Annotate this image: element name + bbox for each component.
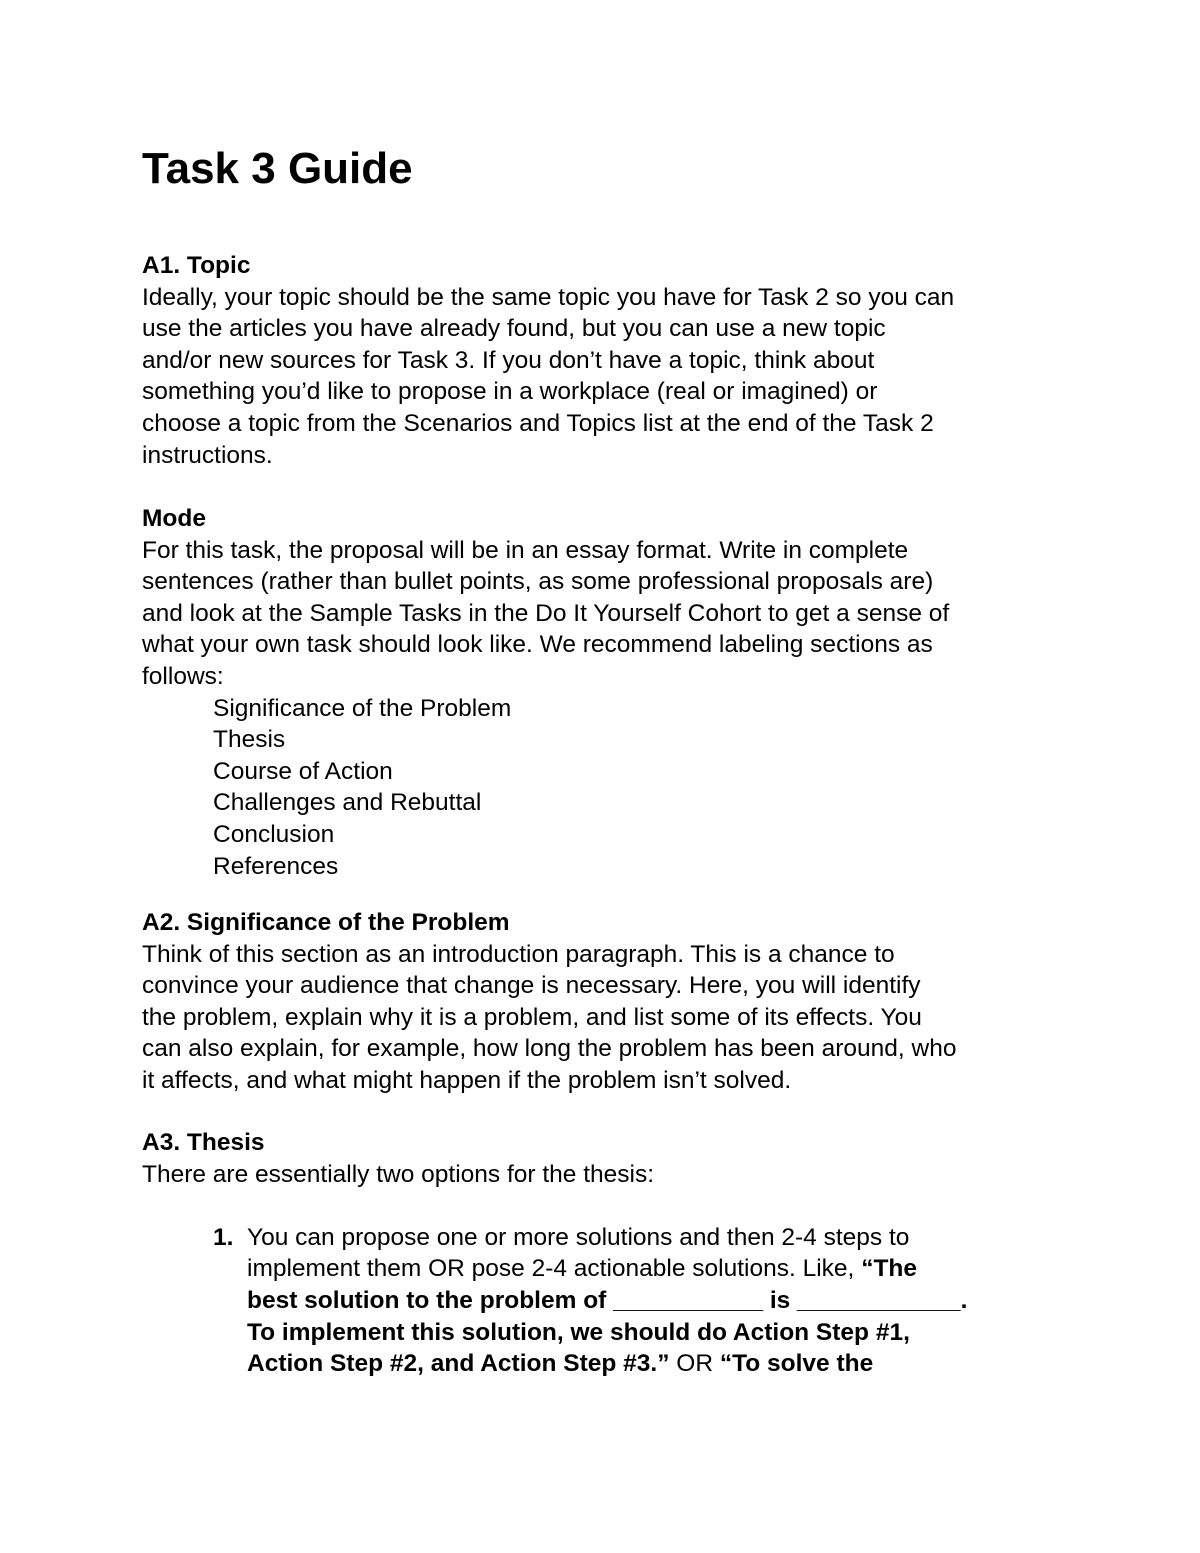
bold-text: “The xyxy=(861,1255,917,1283)
paragraph-line: Ideally, your topic should be the same topic you have for Task 2 so you can xyxy=(142,283,955,311)
paragraph-line: convince your audience that change is necessary. Here, you will identify xyxy=(142,972,921,1000)
list-item: Course of Action xyxy=(213,757,393,785)
bold-text: best solution to the problem of ___________ is ____________. xyxy=(247,1286,968,1314)
paragraph-line: choose a topic from the Scenarios and Topics list at the end of the Task 2 xyxy=(142,409,934,437)
paragraph-line: You can propose one or more solutions and then 2-4 steps to xyxy=(247,1223,910,1251)
bold-text: “To solve the xyxy=(719,1350,874,1378)
paragraph-line: and/or new sources for Task 3. If you don’t have a topic, think about xyxy=(142,346,875,374)
spacer xyxy=(142,1190,1062,1222)
thesis-options-list xyxy=(142,1222,1062,1380)
paragraph-line: use the articles you have already found, but you can use a new topic xyxy=(142,315,886,343)
list-item: Conclusion xyxy=(213,820,335,848)
paragraph-line: Think of this section as an introduction paragraph. This is a chance to xyxy=(142,940,895,968)
paragraph-line: what your own task should look like. We recommend labeling sections as xyxy=(142,631,933,659)
paragraph-line: For this task, the proposal will be in an essay format. Write in complete xyxy=(142,536,909,564)
paragraph-line: follows: xyxy=(142,662,224,690)
section-heading: Mode xyxy=(142,505,206,532)
section-a1-topic xyxy=(142,250,1062,471)
list-item: Thesis xyxy=(213,726,286,754)
paragraph-line: something you’d like to propose in a workplace (real or imagined) or xyxy=(142,378,878,406)
paragraph-line: the problem, explain why it is a problem, and list some of its effects. You xyxy=(142,1003,922,1031)
list-number: 1. xyxy=(213,1223,234,1251)
section-label-list xyxy=(142,693,1062,883)
section-paragraph: There are essentially two options for the thesis: xyxy=(142,1160,655,1188)
plain-text: OR xyxy=(669,1350,720,1378)
list-item: Significance of the Problem xyxy=(213,694,512,722)
section-paragraph xyxy=(142,535,1062,693)
section-paragraph xyxy=(142,939,1062,1097)
paragraph-line: and look at the Sample Tasks in the Do It Yourself Cohort to get a sense of xyxy=(142,599,950,627)
bold-text: Action Step #2, and Action Step #3.” xyxy=(247,1350,670,1378)
section-heading: A3. Thesis xyxy=(142,1129,265,1156)
paragraph-line xyxy=(247,1348,1062,1380)
plain-text: implement them OR pose 2-4 actionable solutions. Like, xyxy=(247,1255,862,1283)
paragraph-line: sentences (rather than bullet points, as some professional proposals are) xyxy=(142,568,934,596)
section-paragraph xyxy=(142,282,1062,472)
bold-text: To implement this solution, we should do Action Step #1, xyxy=(247,1318,910,1346)
paragraph-line: instructions. xyxy=(142,441,273,469)
paragraph-line xyxy=(247,1253,1062,1285)
list-item: References xyxy=(213,852,339,880)
section-a2-significance xyxy=(142,907,1062,1097)
list-item xyxy=(142,1222,1062,1380)
page-title: Task 3 Guide xyxy=(142,144,413,193)
paragraph-line xyxy=(247,1317,1062,1349)
list-item: Challenges and Rebuttal xyxy=(213,789,482,817)
section-a3-thesis xyxy=(142,1127,1062,1380)
section-mode xyxy=(142,503,1062,882)
paragraph-line xyxy=(247,1285,1062,1317)
section-heading: A2. Significance of the Problem xyxy=(142,909,510,936)
section-heading: A1. Topic xyxy=(142,252,251,279)
paragraph-line: it affects, and what might happen if the problem isn’t solved. xyxy=(142,1066,792,1094)
paragraph-line: can also explain, for example, how long the problem has been around, who xyxy=(142,1035,957,1063)
